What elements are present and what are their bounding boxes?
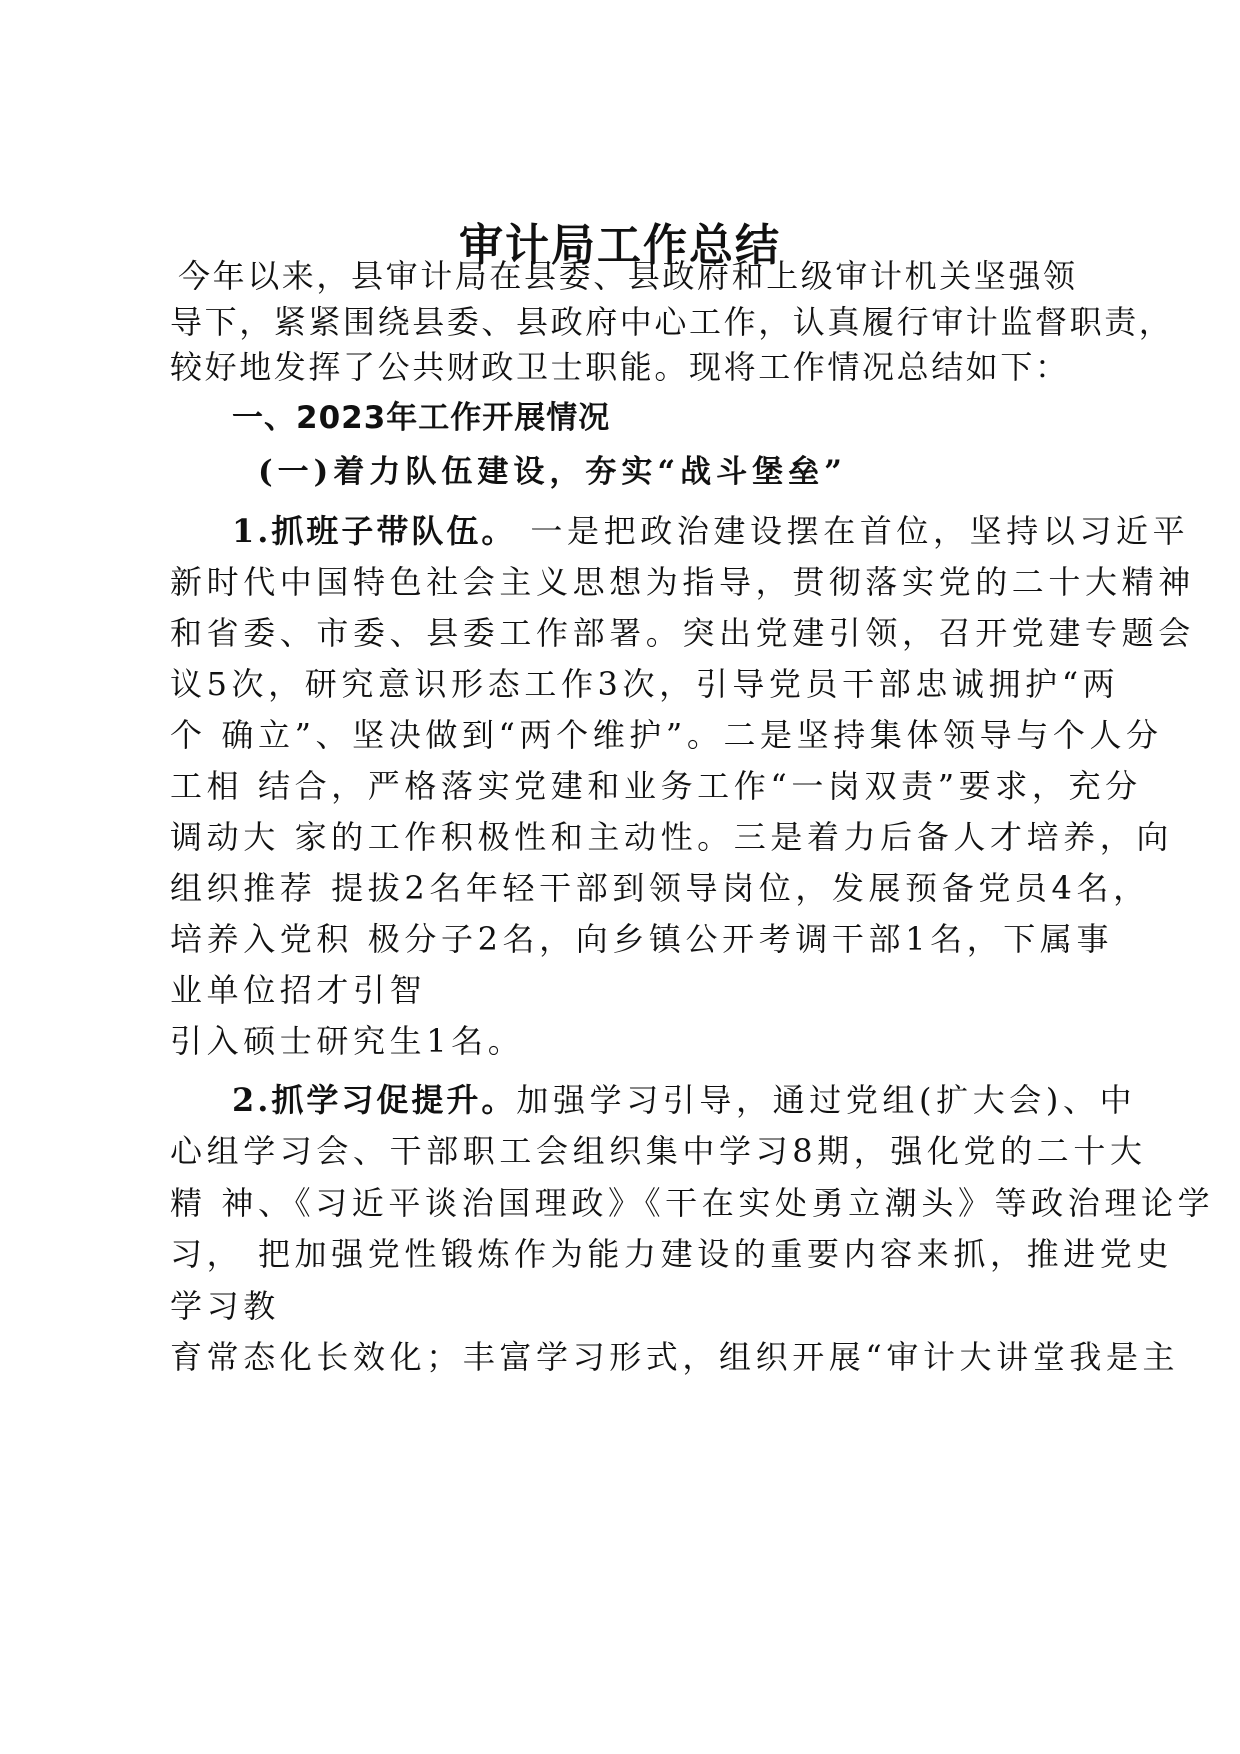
body-line: 精 神、《习近平谈治国理政》《干在实处勇立潮头》等政治理论学: [170, 1184, 1215, 1222]
body-line: 工相 结合，严格落实党建和业务工作“一岗双责”要求，充分: [170, 767, 1142, 805]
subsection-heading: (一)着力队伍建设，夯实“战斗堡垒”: [258, 454, 847, 490]
intro-line: 今年以来，县审计局在县委、县政府和上级审计机关坚强领: [178, 257, 1078, 295]
document-title: 审计局工作总结: [459, 220, 781, 271]
body-line: 个 确立”、坚决做到“两个维护”。二是坚持集体领导与个人分: [170, 716, 1163, 754]
body-line: 心组学习会、干部职工会组织集中学习8期，强化党的二十大: [170, 1132, 1147, 1170]
body-line: 组织推荐 提拔2名年轻干部到领导岗位，发展预备党员4名，: [170, 869, 1150, 907]
item1-first-line: [232, 511, 1189, 551]
body-line: 业单位招才引智: [170, 971, 427, 1009]
body-line: 育常态化长效化；丰富学习形式，组织开展“审计大讲堂我是主: [170, 1338, 1180, 1376]
body-line: 学习教: [170, 1287, 280, 1325]
body-line: 调动大 家的工作积极性和主动性。三是着力后备人才培养，向: [170, 818, 1173, 856]
item1-lead: 1.抓班子带队伍。: [232, 512, 517, 550]
section-heading: 一、2023年工作开展情况: [232, 400, 611, 436]
item2-lead: 2.抓学习促提升。: [232, 1081, 517, 1119]
body-line: 引入硕士研究生1名。: [170, 1022, 525, 1060]
body-line: 培养入党积 极分子2名，向乡镇公开考调干部1名，下属事: [170, 920, 1114, 958]
intro-line: 较好地发挥了公共财政卫士职能。现将工作情况总结如下：: [170, 348, 1070, 386]
item2-first-line-text: 加强学习引导，通过党组(扩大会)、中: [516, 1081, 1137, 1119]
intro-line: 导下，紧紧围绕县委、县政府中心工作，认真履行审计监督职责，: [170, 303, 1174, 341]
body-line: 和省委、市委、县委工作部署。突出党建引领，召开党建专题会: [170, 614, 1195, 652]
body-line: 议5次，研究意识形态工作3次，引导党员干部忠诚拥护“两: [170, 665, 1120, 703]
item2-first-line: [232, 1080, 1136, 1120]
item1-first-line-text: 一是把政治建设摆在首位，坚持以习近平: [530, 512, 1190, 550]
body-line: 新时代中国特色社会主义思想为指导，贯彻落实党的二十大精神: [170, 563, 1195, 601]
body-line: 习， 把加强党性锻炼作为能力建设的重要内容来抓，推进党史: [170, 1235, 1173, 1273]
